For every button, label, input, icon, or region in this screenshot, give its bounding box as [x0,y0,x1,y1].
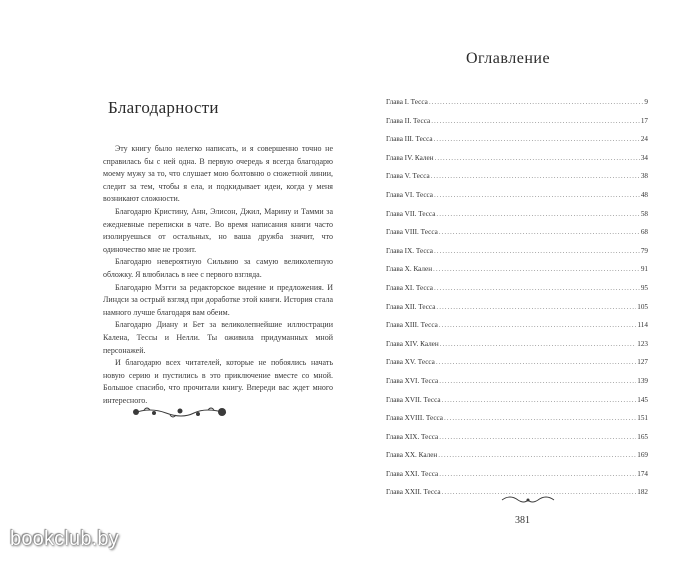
toc-entry-label: Глава XI. Тесса [386,283,433,292]
toc-entry [386,396,648,415]
toc-dot-leader [442,396,637,404]
page-number: 381 [515,515,530,526]
toc-dot-leader [434,247,640,255]
toc-dot-leader [436,358,636,366]
toc-entry-label: Глава XVI. Тесса [386,376,439,385]
toc-entry [386,358,648,377]
toc-entry-page: 79 [640,246,648,255]
toc-entry-page: 17 [640,116,648,125]
floral-vine-ornament-icon [130,405,230,419]
toc-entry-page: 34 [640,153,648,162]
toc-entry [386,433,648,452]
toc-entry-page: 169 [637,451,648,460]
acknowledgements-text [103,143,333,407]
toc-dot-leader [431,172,640,180]
toc-dot-leader [434,284,640,292]
swirl-flourish-ornament-icon [500,494,556,506]
toc-dot-leader [436,303,636,311]
toc-entry [386,210,648,229]
toc-entry-page: 24 [640,135,648,144]
toc-dot-leader [439,377,636,385]
toc-entry [386,340,648,359]
acknowledgements-title: Благодарности [108,98,219,117]
toc-entry [386,451,648,470]
toc-entry-label: Глава XXI. Тесса [386,469,439,478]
toc-entry-page: 48 [640,190,648,199]
toc-entry-label: Глава III. Тесса [386,135,433,144]
toc-entry [386,98,648,117]
toc-title: Оглавление [466,50,551,67]
toc-dot-leader [431,117,640,125]
toc-entry [386,117,648,136]
toc-entry [386,284,648,303]
toc-entry-label: Глава XIX. Тесса [386,432,439,441]
toc-entry-page: 165 [637,432,648,441]
toc-entry-label: Глава XXII. Тесса [386,488,441,497]
toc-dot-leader [433,265,640,273]
toc-dot-leader [436,210,639,218]
toc-entry [386,321,648,340]
toc-entry-label: Глава V. Тесса [386,172,430,181]
toc-entry-label: Глава XX. Кален [386,451,438,460]
toc-entry [386,191,648,210]
toc-entry-label: Глава VI. Тесса [386,190,433,199]
toc-entry-label: Глава X. Кален [386,265,433,274]
toc-dot-leader [435,154,640,162]
toc-dot-leader [439,228,640,236]
toc-entry-page: 68 [640,228,648,237]
toc-entry [386,154,648,173]
paragraph: Благодарю Диану и Бет за великолепнейшие иллюстрации Калена, Тессы и Нелли. Ты оживила придуманных мной персонажей. [103,320,333,355]
toc-entry-label: Глава IX. Тесса [386,246,433,255]
toc-entry [386,135,648,154]
toc-entry-label: Глава VII. Тесса [386,209,436,218]
paragraph: Благодарю Мэгги за редакторское видение и предложения. И Линдси за острый взгляд при доработке этой книги. История стала намного лучше благодаря вам обеим. [103,282,333,317]
paragraph: И благодарю всех читателей, которые не побоялись начать новую серию и пустились в это приключение вместе со мной. Большое спасибо, что прочитали книгу. Впереди вас ждет много интересного. [103,358,333,405]
toc-entry-label: Глава VIII. Тесса [386,228,438,237]
toc-entry-label: Глава XVIII. Тесса [386,414,443,423]
toc-entry-page: 91 [640,265,648,274]
toc-entry-page: 182 [637,488,648,497]
toc-list [386,98,648,507]
toc-entry [386,228,648,247]
toc-entry-page: 151 [637,414,648,423]
toc-entry-label: Глава XIV. Кален [386,339,439,348]
toc-dot-leader [434,135,640,143]
toc-dot-leader [438,451,636,459]
toc-dot-leader [439,470,636,478]
toc-dot-leader [444,414,636,422]
toc-entry-page: 105 [637,302,648,311]
toc-entry-page: 9 [644,98,648,106]
toc-entry-label: Глава XV. Тесса [386,358,435,367]
toc-entry-page: 139 [637,376,648,385]
toc-entry-page: 95 [640,283,648,292]
toc-entry-page: 58 [640,209,648,218]
toc-entry-label: Глава XIII. Тесса [386,321,438,330]
toc-entry [386,303,648,322]
toc-entry-label: Глава XVII. Тесса [386,395,441,404]
toc-entry-label: Глава XII. Тесса [386,302,436,311]
table-of-contents-page [350,0,700,563]
toc-entry-page: 145 [637,395,648,404]
toc-entry-page: 127 [637,358,648,367]
toc-dot-leader [429,98,644,106]
paragraph: Эту книгу было нелегко написать, и я совершенно точно не справилась бы с ней одна. В первую очередь я всегда благодарю моему мужу за то, что слушает мою болтовню о сюжетной линии, следит за тем, чтобы я ела, и подкидывает идеи, когда у меня возникают сложности. [103,144,333,204]
paragraph: Благодарю невероятную Сильвию за самую великолепную обложку. Я влюбилась в нее с первого взгляда. [103,257,333,279]
toc-entry-page: 114 [637,321,648,330]
toc-entry-page: 38 [640,172,648,181]
toc-entry-page: 174 [637,469,648,478]
toc-entry [386,470,648,489]
toc-entry [386,414,648,433]
toc-entry-page: 123 [637,339,648,348]
toc-dot-leader [440,340,637,348]
site-watermark: bookclub.by [10,528,119,550]
toc-dot-leader [439,433,636,441]
toc-entry [386,377,648,396]
toc-dot-leader [439,321,637,329]
toc-entry-label: Глава IV. Кален [386,153,434,162]
toc-entry [386,265,648,284]
toc-entry [386,172,648,191]
toc-dot-leader [434,191,640,199]
toc-entry [386,247,648,266]
toc-entry-label: Глава I. Тесса [386,98,428,106]
toc-entry-label: Глава II. Тесса [386,116,431,125]
paragraph: Благодарю Кристину, Анн, Элисон, Джил, Марину и Тамми за ежедневные переписки в чате. Во время написания книги часто изолируешься от остальных, но ваша дружба значит, что одиночество мне не грозит. [103,206,333,254]
